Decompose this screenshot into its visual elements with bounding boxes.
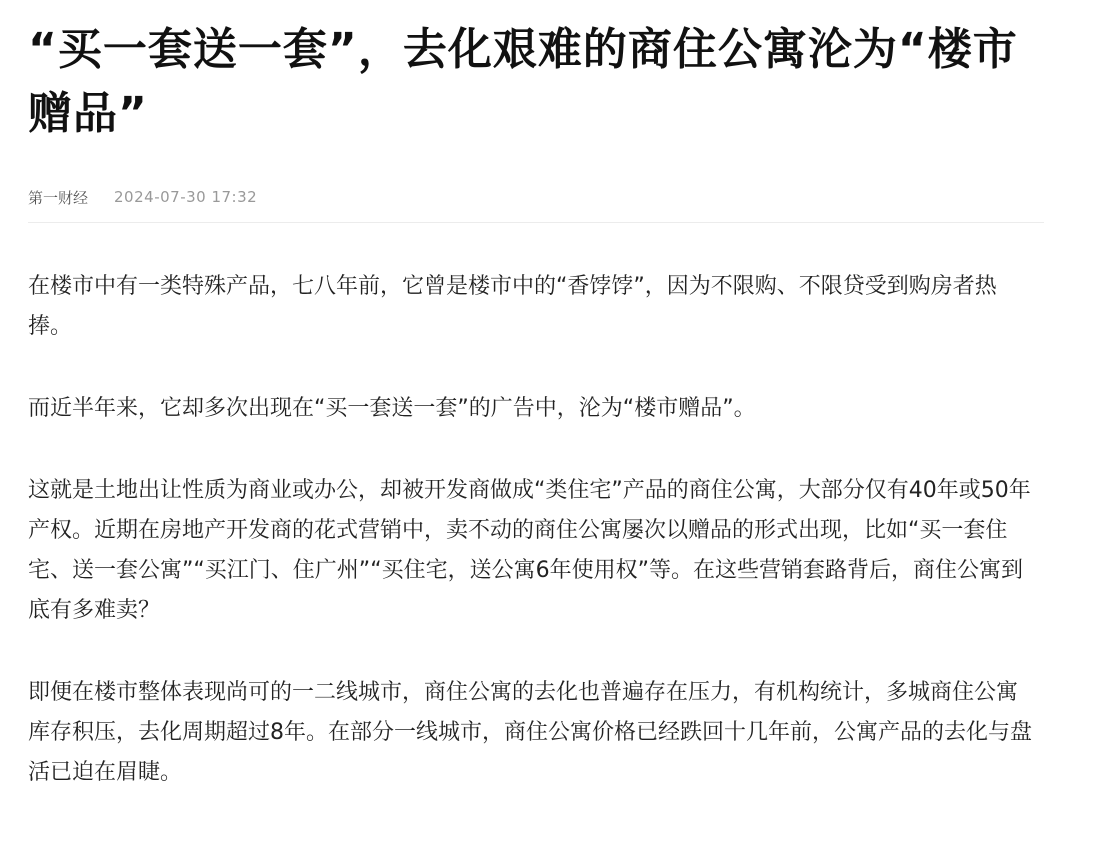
article-source[interactable]: 第一财经	[28, 188, 89, 207]
article-title: “买一套送一套”，去化艰难的商住公寓沦为“楼市赠品”	[28, 24, 1018, 139]
article-meta	[28, 186, 1048, 208]
meta-divider	[28, 222, 1044, 223]
article-datetime: 2024-07-30 17:32	[114, 188, 258, 206]
article-paragraph-3: 这就是土地出让性质为商业或办公，却被开发商做成“类住宅”产品的商住公寓，大部分仅有40年或50年产权。近期在房地产开发商的花式营销中，卖不动的商住公寓屡次以赠品的形式出现，比如“买一套住宅、送一套公寓”“买江门、住广州”“买住宅，送公寓6年使用权”等。在这些营销套路背后，商住公寓到底有多难卖？	[28, 478, 1031, 623]
article-paragraph-4: 即便在楼市整体表现尚可的一二线城市，商住公寓的去化也普遍存在压力，有机构统计，多城商住公寓库存积压，去化周期超过8年。在部分一线城市，商住公寓价格已经跌回十几年前，公寓产品的去化与盘活已迫在眉睫。	[28, 680, 1033, 785]
article-paragraph-1: 在楼市中有一类特殊产品，七八年前，它曾是楼市中的“香饽饽”，因为不限购、不限贷受到购房者热捧。	[28, 274, 997, 339]
article-paragraph-2: 而近半年来，它却多次出现在“买一套送一套”的广告中，沦为“楼市赠品”。	[28, 396, 756, 421]
